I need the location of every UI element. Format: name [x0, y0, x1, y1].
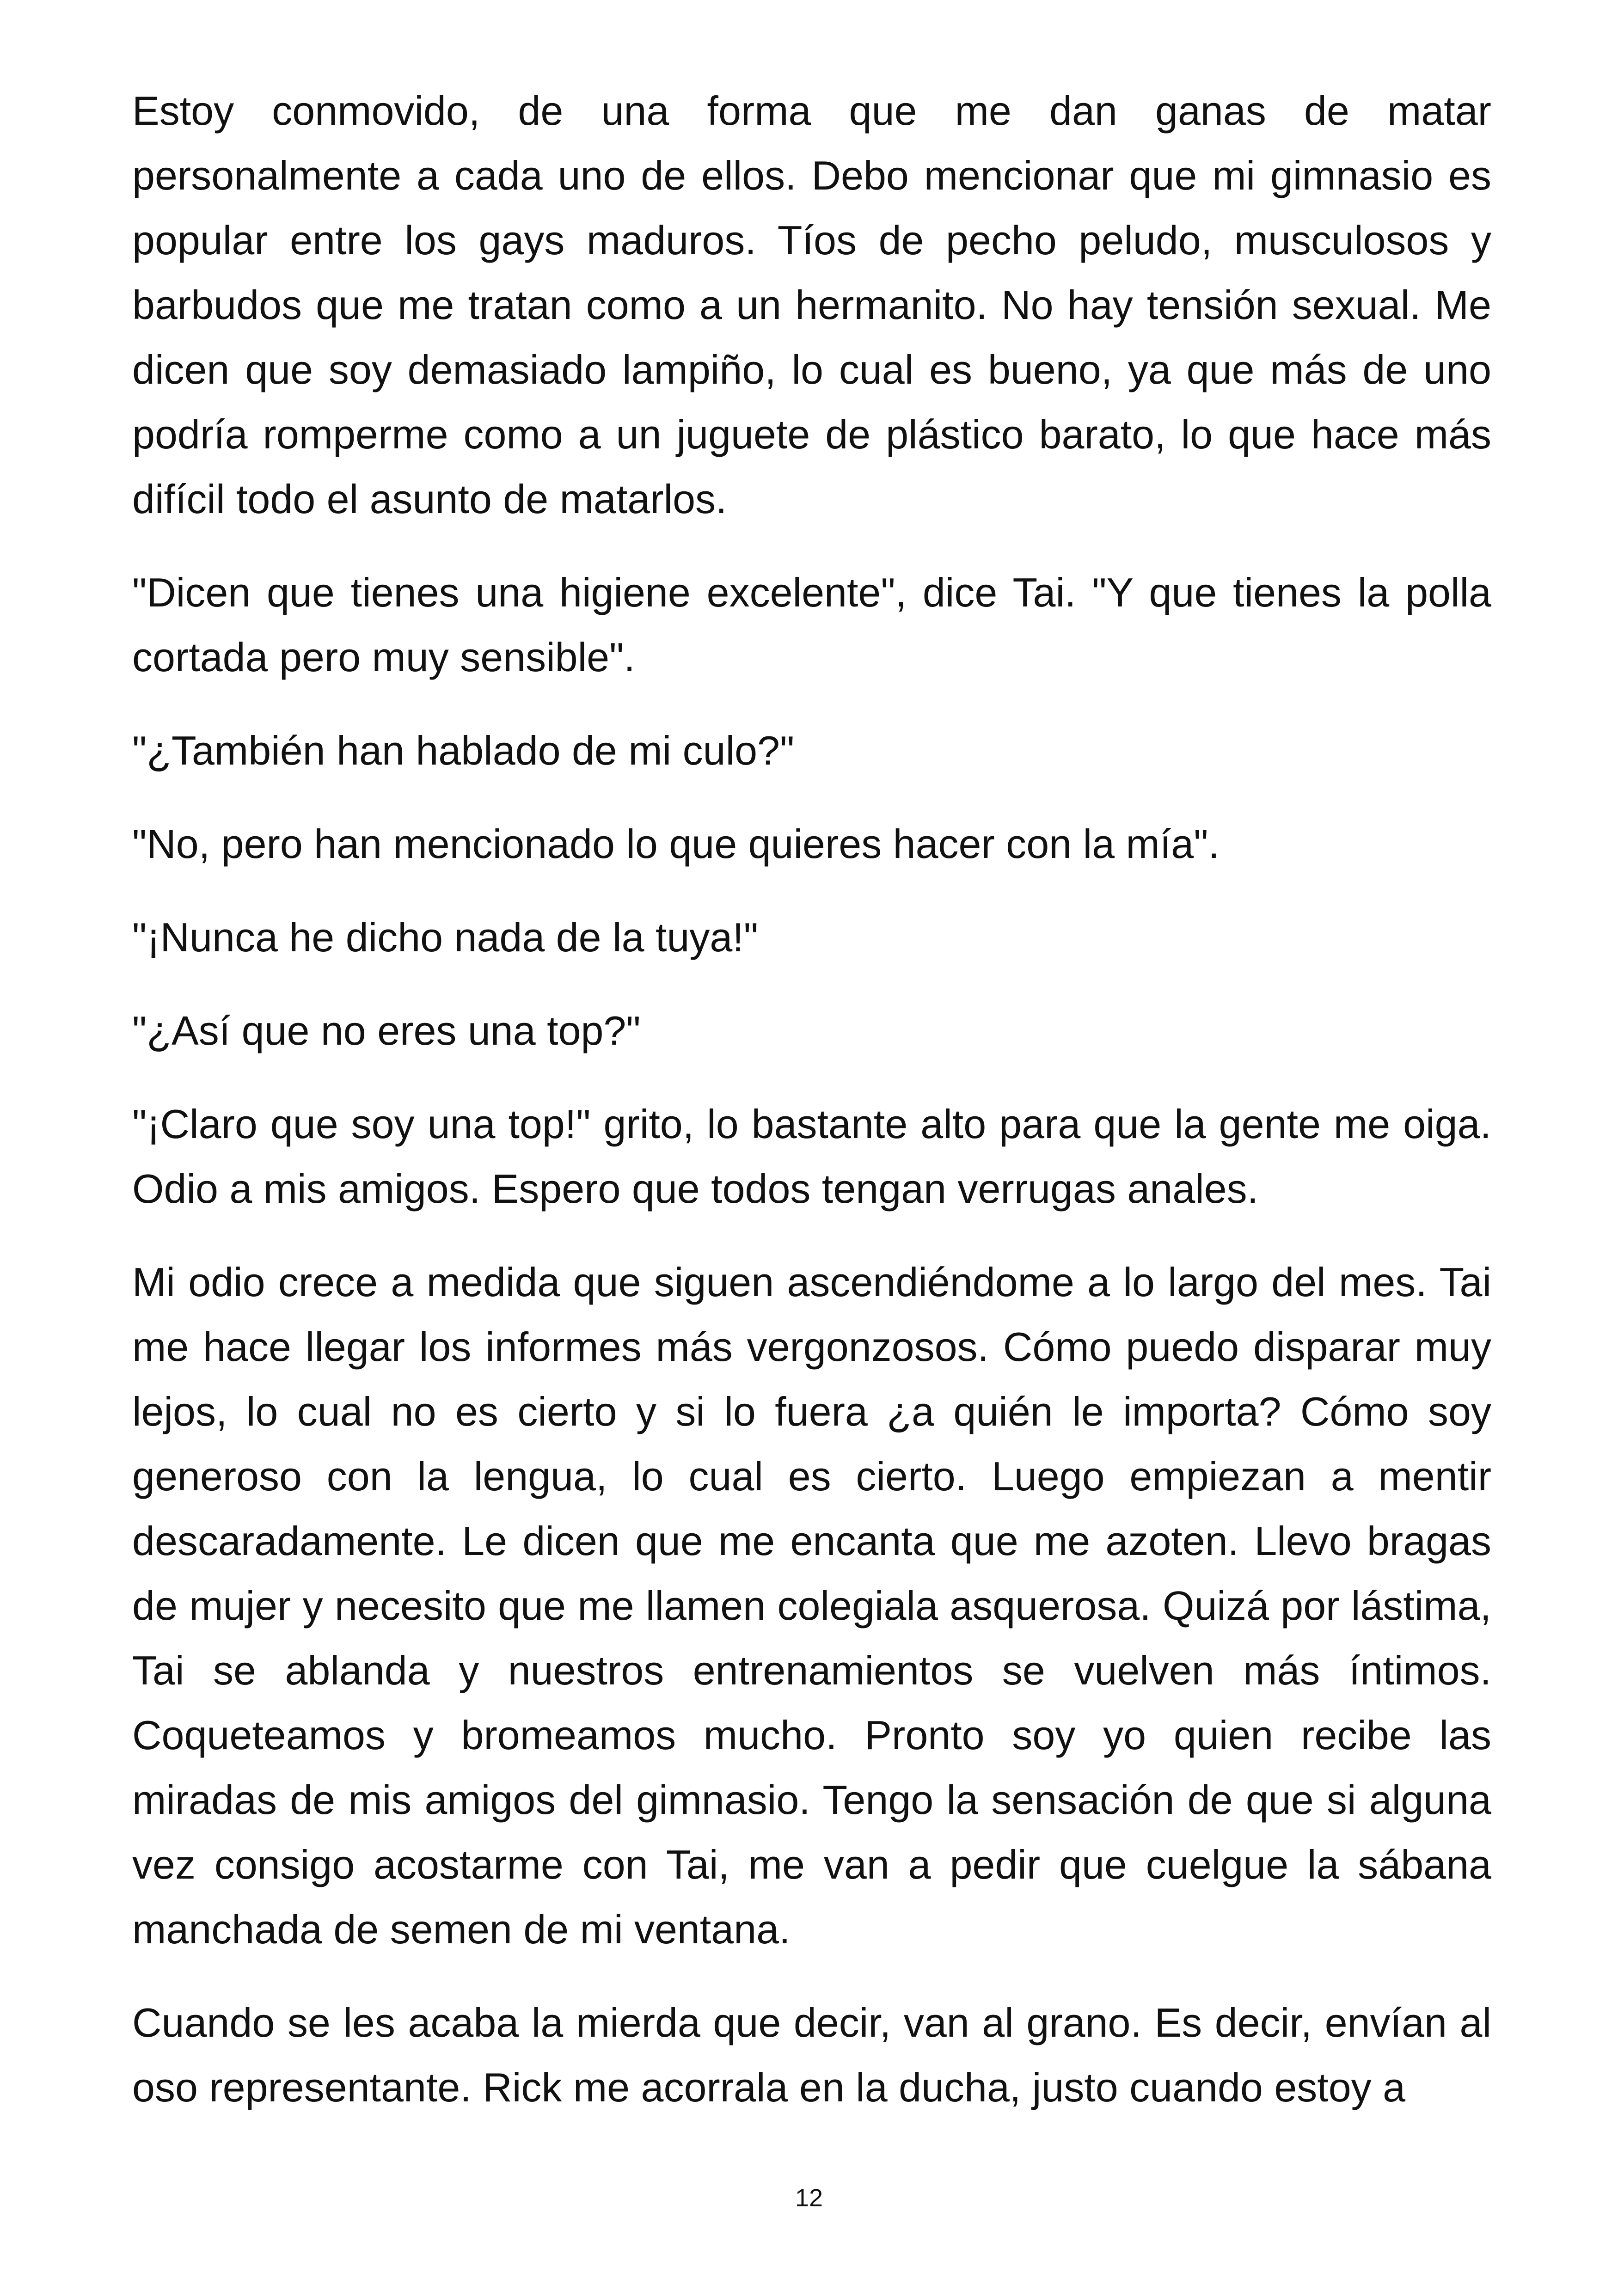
body-text [132, 79, 1491, 2149]
page-number: 12 [795, 2184, 823, 2212]
paragraph-8: Mi odio crece a medida que siguen ascendiéndome a lo largo del mes. Tai me hace llegar los informes más vergonzosos. Cómo puedo disparar muy lejos, lo cual no es cierto y si lo fuera ¿a quién le importa? Cómo soy generoso con la lengua, lo cual es cierto. Luego empiezan a mentir descaradamente. Le dicen que me encanta que me azoten. Llevo bragas de mujer y necesito que me llamen colegiala asquerosa. Quizá por lástima, Tai se ablanda y nuestros entrenamientos se vuelven más íntimos. Coqueteamos y bromeamos mucho. Pronto soy yo quien recibe las miradas de mis amigos del gimnasio. Tengo la sensación de que si alguna vez consigo acostarme con Tai, me van a pedir que cuelgue la sábana manchada de semen de mi ventana. [132, 1259, 1491, 1952]
paragraph-9: Cuando se les acaba la mierda que decir, van al grano. Es decir, envían al oso representante. Rick me acorrala en la ducha, justo cuando estoy a [132, 2000, 1491, 2110]
paragraph-1: Estoy conmovido, de una forma que me dan ganas de matar personalmente a cada uno de ellos. Debo mencionar que mi gimnasio es popular entre los gays maduros. Tíos de pecho peludo, musculosos y barbudos que me tratan como a un hermanito. No hay tensión sexual. Me dicen que soy demasiado lampiño, lo cual es bueno, ya que más de uno podría romperme como a un juguete de plástico barato, lo que hace más difícil todo el asunto de matarlos. [132, 88, 1491, 522]
paragraph-5: "¡Nunca he dicho nada de la tuya!" [132, 914, 759, 960]
paragraph-7: "¡Claro que soy una top!" grito, lo bastante alto para que la gente me oiga. Odio a mis amigos. Espero que todos tengan verrugas anales. [132, 1101, 1491, 1212]
paragraph-6: "¿Así que no eres una top?" [132, 1008, 641, 1053]
paragraph-2: "Dicen que tienes una higiene excelente", dice Tai. "Y que tienes la polla cortada pero muy sensible". [132, 569, 1491, 680]
paragraph-3: "¿También han hablado de mi culo?" [132, 728, 795, 773]
paragraph-4: "No, pero han mencionado lo que quieres hacer con la mía". [132, 821, 1220, 867]
